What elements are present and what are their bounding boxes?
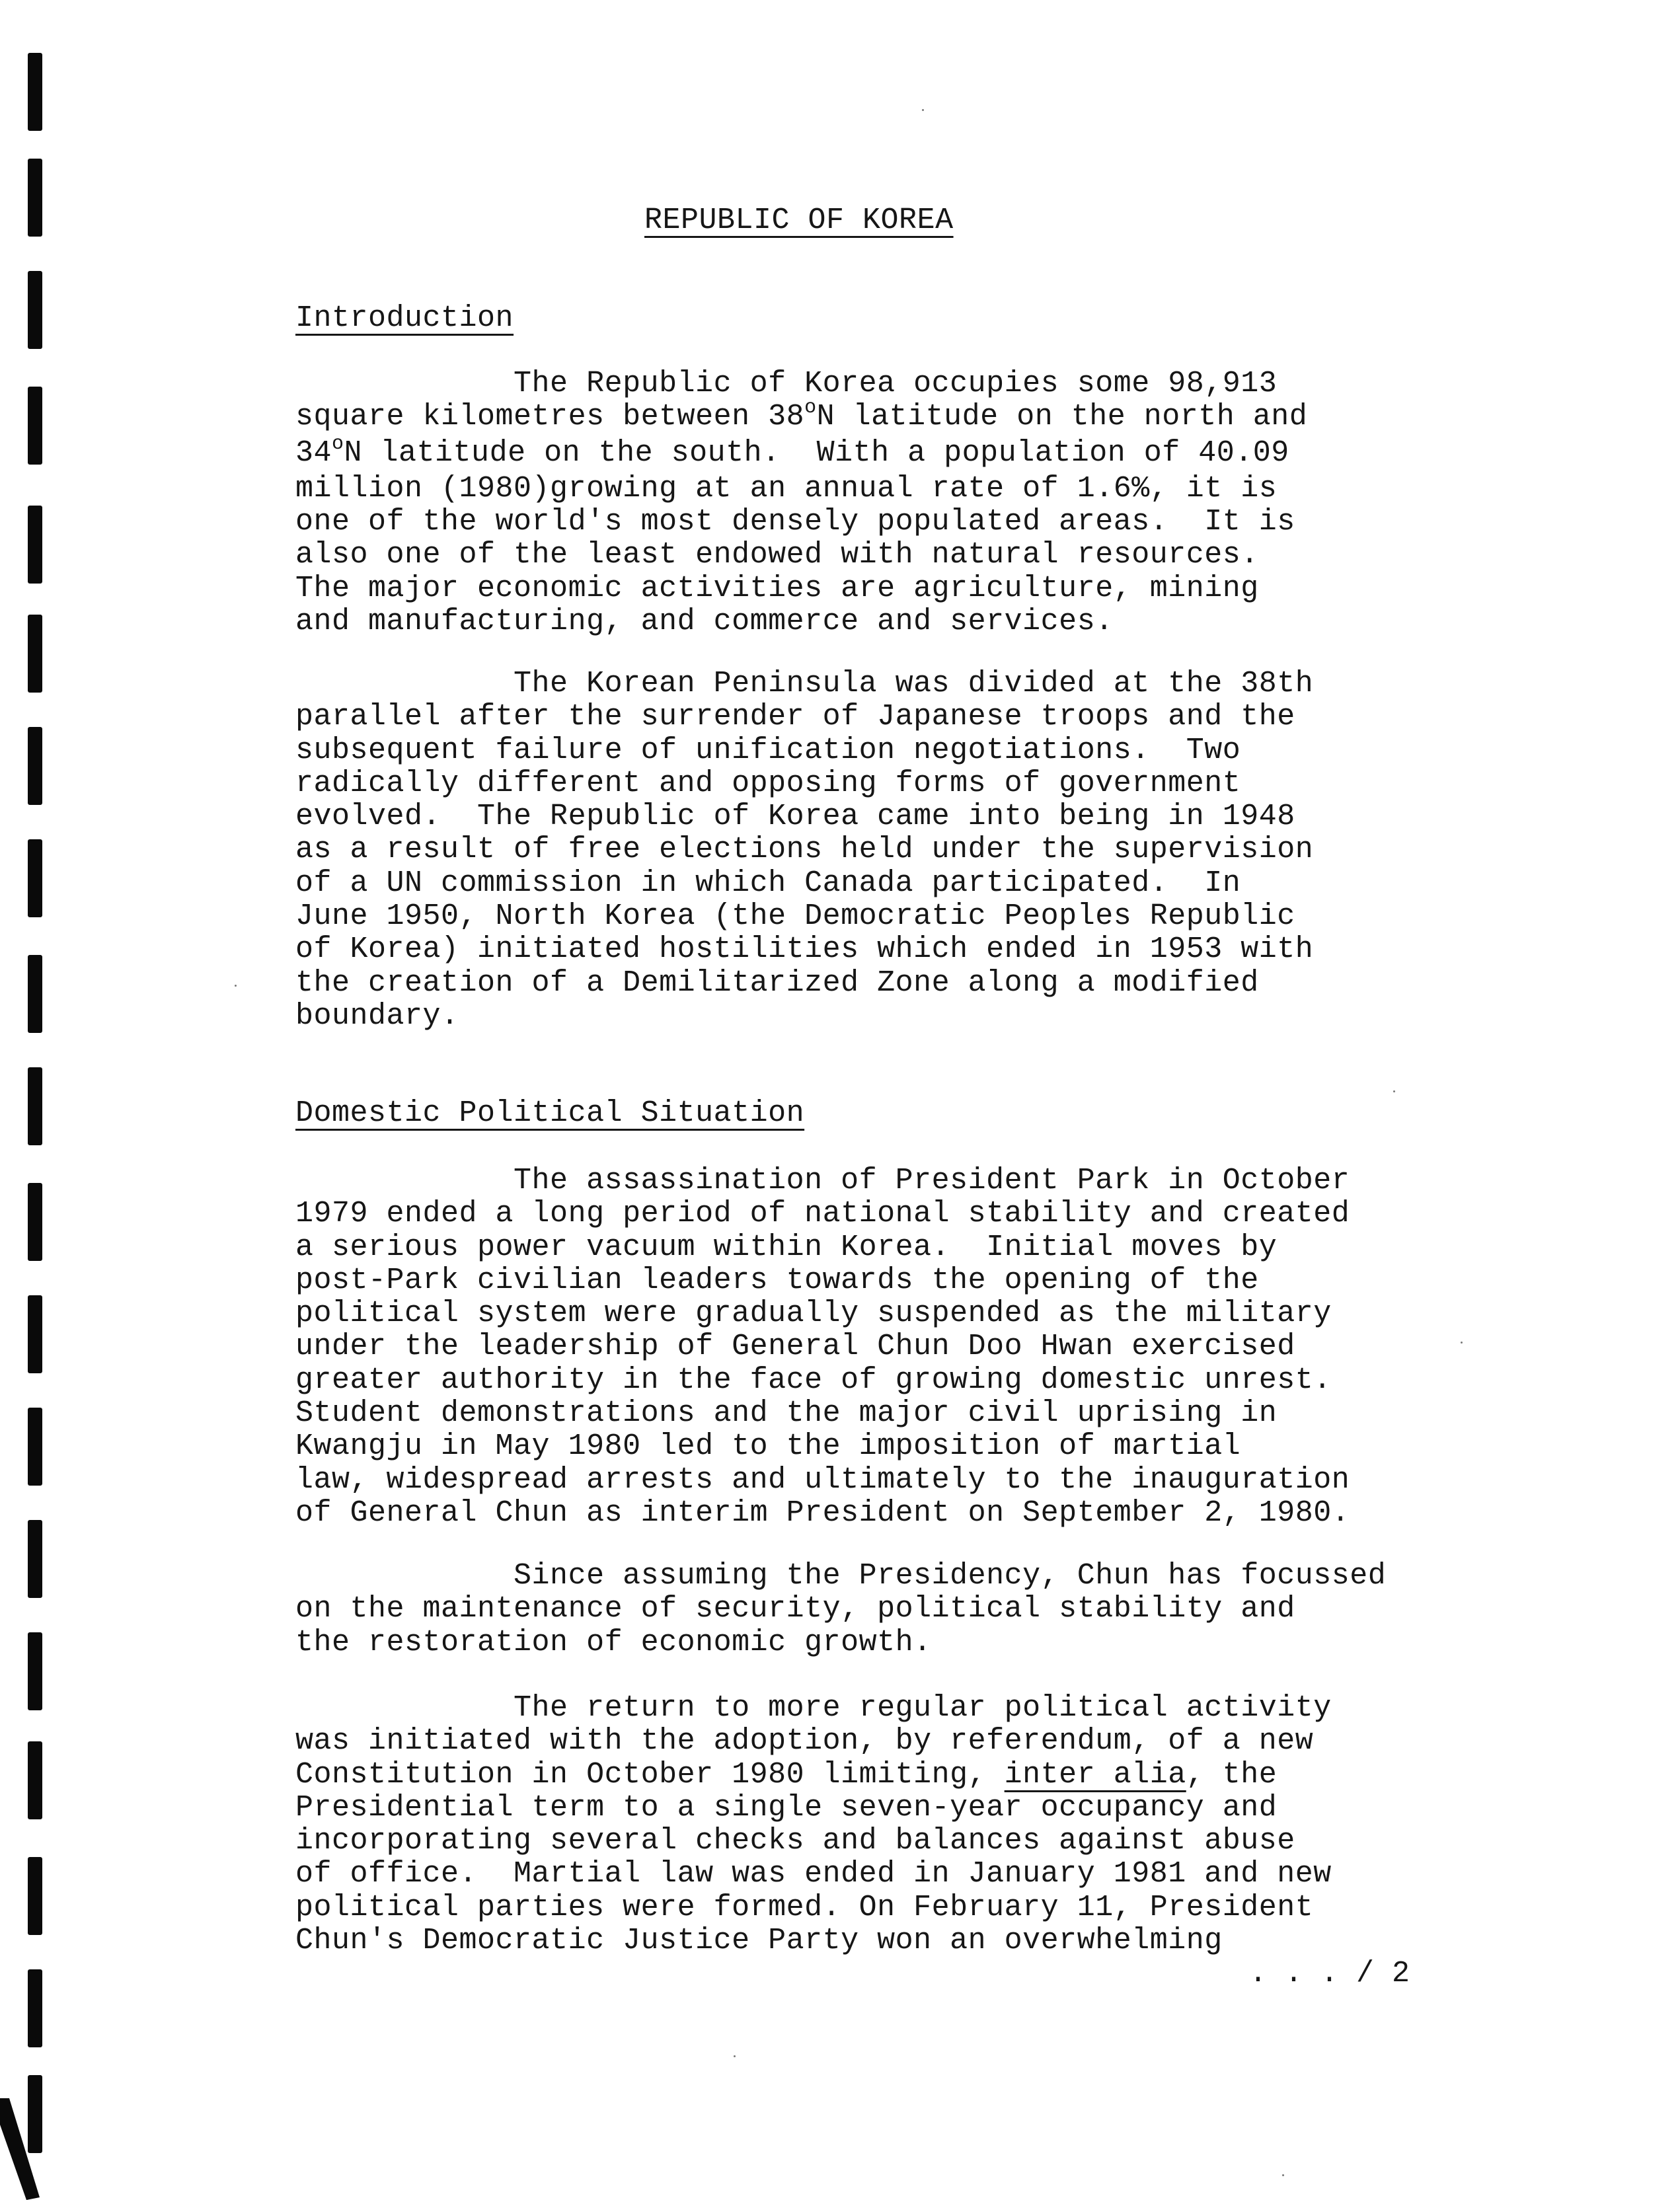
binding-mark (28, 1632, 42, 1710)
text-line: The assassination of President Park in October (295, 1164, 1350, 1197)
text-line: greater authority in the face of growing domestic unrest. (295, 1363, 1332, 1397)
binding-mark (28, 1067, 42, 1145)
text-line: The major economic activities are agriculture, mining (295, 571, 1259, 605)
speck (1461, 1342, 1463, 1344)
binding-mark (28, 387, 42, 465)
text-line: Student demonstrations and the major civil uprising in (295, 1396, 1278, 1431)
text-line: a serious power vacuum within Korea. Initial moves by (295, 1230, 1278, 1264)
text-line (295, 1759, 1445, 1792)
binding-mark (28, 839, 42, 917)
text-fragment: N latitude on the south. With a population of 40.09 (344, 436, 1289, 470)
binding-mark (28, 159, 42, 237)
speck (235, 985, 237, 987)
text-line: of a UN commission in which Canada participated. In (295, 866, 1241, 900)
binding-mark (28, 53, 42, 131)
text-line: parallel after the surrender of Japanese troops and the (295, 700, 1295, 734)
text-line: boundary. (295, 999, 459, 1033)
text-line: one of the world's most densely populated areas. It is (295, 505, 1295, 539)
binding-mark (28, 1741, 42, 1819)
binding-mark (28, 727, 42, 805)
page-edge-mark (0, 2098, 40, 2200)
text-line: on the maintenance of security, political stability and (295, 1592, 1295, 1626)
paragraph (295, 1692, 1445, 1957)
speck (1393, 1090, 1395, 1092)
binding-mark (28, 1969, 42, 2047)
paragraph (295, 367, 1445, 638)
degree-mark: o (804, 397, 817, 420)
binding-mark (28, 506, 42, 584)
text-line: The return to more regular political activity (295, 1691, 1332, 1725)
binding-mark (28, 1857, 42, 1935)
text-line: incorporating several checks and balances against abuse (295, 1824, 1295, 1858)
text-line: Presidential term to a single seven-year occupancy and (295, 1790, 1278, 1825)
text-line: Since assuming the Presidency, Chun has focussed (295, 1559, 1387, 1593)
text-line: The Korean Peninsula was divided at the 38th (295, 667, 1314, 701)
speck (922, 109, 924, 111)
binding-mark (28, 615, 42, 693)
text-line: radically different and opposing forms of government (295, 766, 1241, 800)
text-line: June 1950, North Korea (the Democratic Peoples Republic (295, 899, 1295, 934)
text-line: also one of the least endowed with natural resources. (295, 538, 1259, 572)
text-fragment: 34 (295, 436, 332, 470)
text-line: Chun's Democratic Justice Party won an overwhelming (295, 1924, 1223, 1958)
text-line: 1979 ended a long period of national stability and created (295, 1197, 1350, 1231)
text-line: the creation of a Demilitarized Zone along a modified (295, 966, 1259, 1000)
degree-mark: o (332, 432, 344, 455)
text-line: The Republic of Korea occupies some 98,913 (295, 367, 1278, 400)
text-line (295, 432, 1445, 473)
text-line: of General Chun as interim President on September 2, 1980. (295, 1496, 1350, 1530)
text-line: and manufacturing, and commerce and services. (295, 605, 1114, 639)
text-line: Kwangju in May 1980 led to the imposition of martial (295, 1429, 1241, 1464)
text-line: post-Park civilian leaders towards the opening of the (295, 1263, 1259, 1297)
emphasis-inter-alia: inter alia (1004, 1757, 1186, 1792)
paragraph (295, 1164, 1445, 1530)
text-line: of office. Martial law was ended in January 1981 and new (295, 1857, 1332, 1891)
binding-mark (28, 1295, 42, 1373)
text-line: political system were gradually suspended as the military (295, 1297, 1332, 1331)
text-line (295, 397, 1445, 436)
paragraph (295, 667, 1445, 1033)
binding-mark (28, 955, 42, 1033)
text-line: evolved. The Republic of Korea came into being in 1948 (295, 800, 1295, 834)
text-line: the restoration of economic growth. (295, 1625, 932, 1659)
document-title: REPUBLIC OF KOREA (644, 204, 954, 237)
binding-mark (28, 1183, 42, 1261)
text-line: as a result of free elections held under the supervision (295, 833, 1314, 867)
text-line: subsequent failure of unification negotiations. Two (295, 733, 1241, 767)
text-fragment: N latitude on the north and (816, 400, 1308, 434)
text-line: law, widespread arrests and ultimately to the inauguration (295, 1462, 1350, 1497)
binding-mark (28, 1408, 42, 1486)
text-fragment: square kilometres between 38 (295, 400, 805, 434)
section-heading-introduction: Introduction (295, 301, 514, 335)
paragraph (295, 1560, 1445, 1659)
text-fragment: , the (1186, 1757, 1278, 1792)
binding-mark (28, 1520, 42, 1598)
page-continuation-marker: . . . / 2 (1249, 1957, 1410, 1991)
binding-marks (20, 0, 46, 2200)
text-line: was initiated with the adoption, by referendum, of a new (295, 1724, 1314, 1759)
section-heading-domestic-political-situation: Domestic Political Situation (295, 1096, 805, 1130)
speck (734, 2055, 736, 2057)
text-line: million (1980)growing at an annual rate of 1.6%, it is (295, 471, 1278, 506)
speck (1282, 2174, 1284, 2176)
text-fragment: Constitution in October 1980 limiting, (295, 1757, 1005, 1792)
text-line: of Korea) initiated hostilities which ended in 1953 with (295, 932, 1314, 967)
binding-mark (28, 271, 42, 349)
text-line: under the leadership of General Chun Doo Hwan exercised (295, 1330, 1295, 1364)
text-line: political parties were formed. On February 11, President (295, 1890, 1314, 1924)
